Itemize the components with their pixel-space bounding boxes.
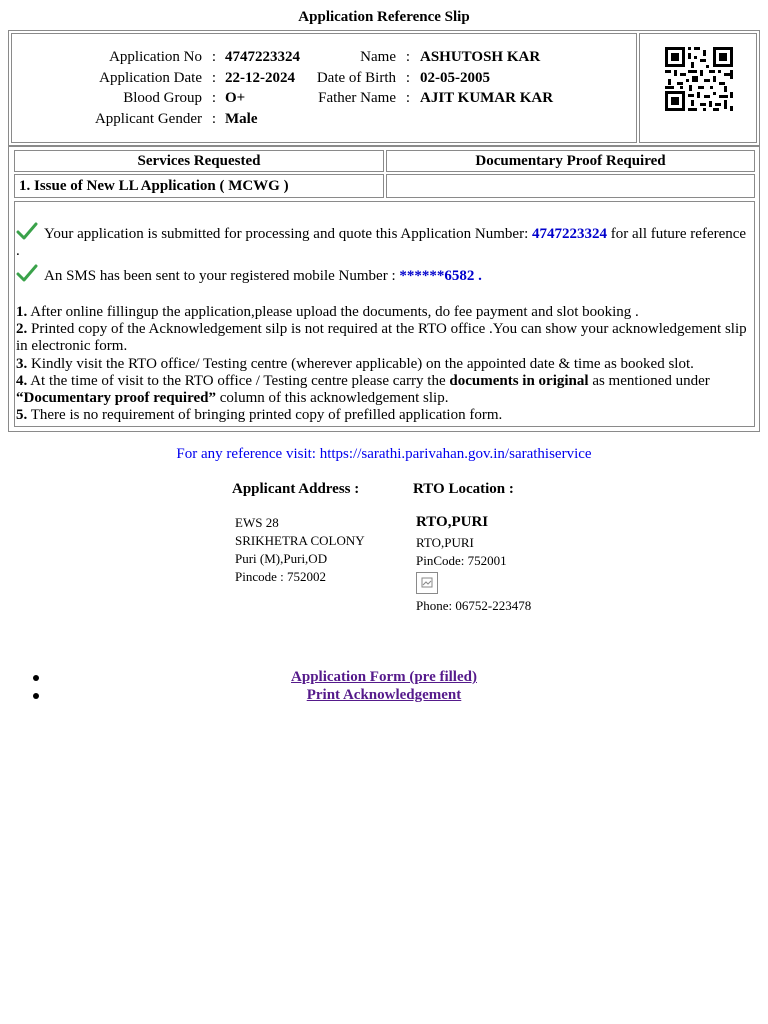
- dob-value: 02-05-2005: [420, 70, 490, 86]
- rto-name: RTO,PURI: [416, 514, 489, 530]
- documentary-proof-header: [386, 150, 755, 172]
- sms-message: [16, 264, 752, 285]
- address-line-2: SRIKHETRA COLONY: [235, 533, 365, 548]
- colon: :: [211, 49, 217, 65]
- service-name: 1. Issue of New LL Application ( MCWG ): [19, 178, 289, 194]
- services-header-text: Services Requested: [137, 153, 261, 169]
- rto-pincode: PinCode: 752001: [416, 553, 507, 568]
- submitted-text: Your application is submitted for processing and quote this Application Number:: [44, 226, 529, 242]
- colon: :: [211, 111, 217, 127]
- list-item: [0, 668, 768, 686]
- name-value: ASHUTOSH KAR: [420, 49, 541, 65]
- service-row-1: [14, 174, 384, 198]
- instruction-text: There is no requirement of bringing printed copy of prefilled application form.: [30, 407, 503, 423]
- colon: :: [405, 90, 411, 106]
- address-line-3: Puri (M),Puri,OD: [235, 551, 328, 566]
- instruction-text: column of this acknowledgement slip.: [219, 390, 449, 406]
- qr-code: [664, 46, 734, 112]
- broken-image-icon: [416, 572, 438, 594]
- submitted-text-end: for all future reference .: [16, 226, 747, 259]
- instruction-number: 4.: [16, 373, 28, 389]
- instruction-number: 5.: [16, 407, 28, 423]
- blood-label: Blood Group: [123, 90, 202, 106]
- instruction-1: [16, 304, 752, 321]
- sms-mobile-number: ******6582 .: [399, 268, 482, 284]
- instruction-text: At the time of visit to the RTO office / Testing centre please carry the: [30, 373, 446, 389]
- instruction-3: [16, 356, 752, 373]
- colon: :: [405, 49, 411, 65]
- instruction-4: [16, 373, 752, 407]
- instruction-text: Kindly visit the RTO office/ Testing centre (wherever applicable) on the appointed date & time as booked slot.: [31, 356, 694, 372]
- sms-text: An SMS has been sent to your registered mobile Number :: [44, 268, 396, 284]
- bullet-icon: [33, 675, 39, 681]
- row-app-no: [0, 47, 640, 67]
- gender-label: Applicant Gender: [94, 111, 202, 127]
- row-blood: [0, 88, 640, 108]
- rto-location-heading: RTO Location :: [413, 481, 514, 497]
- app-no-label: Application No: [109, 49, 202, 65]
- instruction-number: 1.: [16, 304, 28, 320]
- rto-phone: Phone: 06752-223478: [416, 598, 532, 613]
- father-label: Father Name: [318, 90, 396, 106]
- instruction-5: [16, 407, 752, 424]
- instruction-text: as mentioned under: [592, 373, 710, 389]
- colon: :: [211, 90, 217, 106]
- colon: :: [405, 70, 411, 86]
- rto-line-1: RTO,PURI: [416, 535, 474, 550]
- broken-image-glyph: [417, 573, 437, 593]
- services-requested-header: [14, 150, 384, 172]
- instruction-emphasis: “Documentary proof required”: [16, 390, 216, 406]
- instruction-text: Printed copy of the Acknowledgement silp is not required at the RTO office .You can show your acknowledgement slip in electronic form.: [16, 321, 747, 354]
- instruction-2: [16, 321, 752, 355]
- app-date-label: Application Date: [99, 70, 202, 86]
- submitted-message: [16, 222, 752, 260]
- instruction-number: 2.: [16, 321, 28, 337]
- address-pincode: Pincode : 752002: [235, 569, 326, 584]
- applicant-address-heading: Applicant Address :: [232, 481, 360, 497]
- list-item: [0, 686, 768, 704]
- row-gender: [0, 109, 640, 129]
- app-date-value: 22-12-2024: [225, 70, 295, 86]
- proof-row-1: [386, 174, 755, 198]
- page-title: Application Reference Slip: [298, 9, 470, 25]
- reference-link[interactable]: For any reference visit: https://sarathi.parivahan.gov.in/sarathiservice: [176, 446, 592, 462]
- application-form-link[interactable]: Application Form (pre filled): [291, 669, 477, 685]
- dob-label: Date of Birth: [316, 70, 396, 86]
- row-app-date: [0, 68, 640, 88]
- address-line-1: EWS 28: [235, 515, 279, 530]
- gender-value: Male: [225, 111, 258, 127]
- action-links: [0, 668, 768, 704]
- blood-value: O+: [225, 90, 246, 106]
- father-value: AJIT KUMAR KAR: [420, 90, 554, 106]
- colon: :: [211, 70, 217, 86]
- instruction-number: 3.: [16, 356, 28, 372]
- app-no-value: 4747223324: [225, 49, 300, 65]
- instruction-text: After online fillingup the application,please upload the documents, do fee payment and slot booking .: [30, 304, 639, 320]
- bullet-icon: [33, 693, 39, 699]
- proof-header-text: Documentary Proof Required: [475, 153, 666, 169]
- print-acknowledgement-link[interactable]: Print Acknowledgement: [306, 687, 462, 703]
- submitted-app-number: 4747223324: [532, 226, 607, 242]
- instruction-emphasis: documents in original: [449, 373, 589, 389]
- checkmark-icon: [16, 222, 38, 240]
- name-label: Name: [360, 49, 396, 65]
- checkmark-icon: [16, 264, 38, 282]
